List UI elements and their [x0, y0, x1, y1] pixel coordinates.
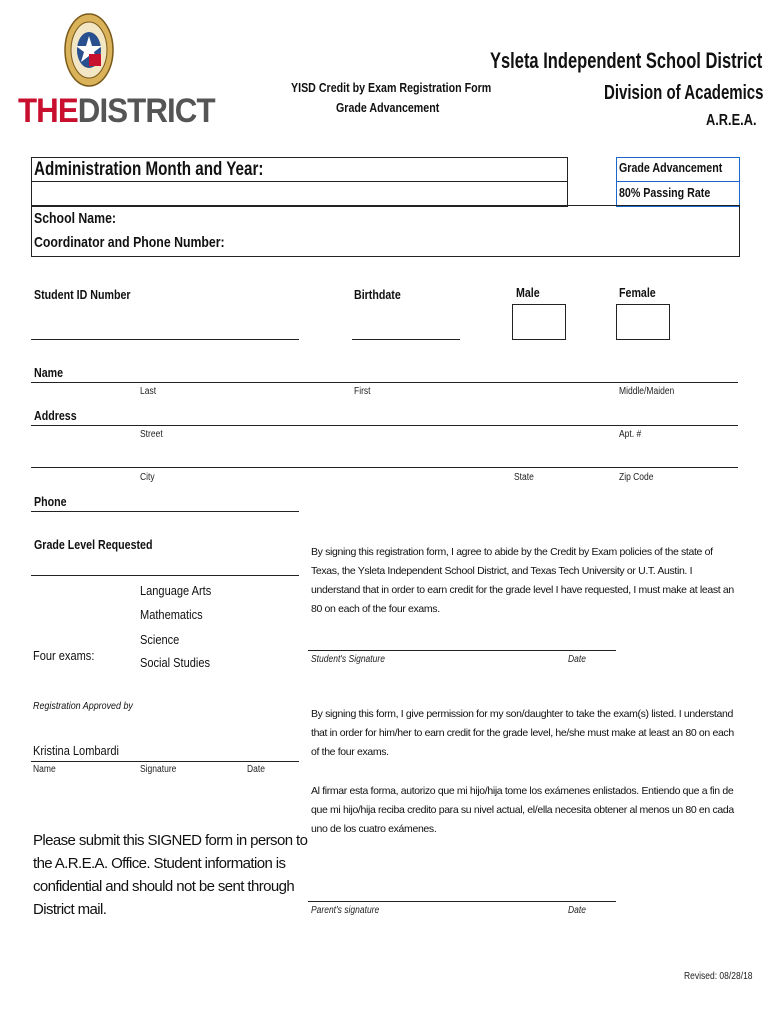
registration-approved-label: Registration Approved by	[33, 700, 133, 712]
coordinator-label: Coordinator and Phone Number:	[34, 234, 225, 251]
student-agreement-text: By signing this registration form, I agree to abide by the Credit by Exam policies of the state of Texas, the Ysleta Independent School District, and Texas Tech University or U.T. Austin. I understand that in order to earn credit for the grade level I have requested, I must make at least an 80 on each of the four exams.	[311, 546, 734, 615]
parent-signature-field[interactable]	[308, 901, 616, 902]
name-label: Name	[34, 365, 64, 380]
state-label: State	[514, 472, 534, 483]
zip-label: Zip Code	[619, 472, 654, 483]
exam-item-science: Science	[140, 632, 180, 647]
student-signature-field[interactable]	[308, 650, 616, 651]
student-date-label: Date	[568, 654, 586, 665]
exam-item-mathematics: Mathematics	[140, 607, 203, 622]
male-checkbox[interactable]	[512, 304, 566, 340]
street-field[interactable]	[31, 425, 738, 426]
female-label: Female	[619, 285, 656, 300]
form-title: YISD Credit by Exam Registration Form	[291, 80, 492, 95]
city-field[interactable]	[31, 467, 738, 468]
student-id-field[interactable]	[31, 339, 299, 340]
middle-label: Middle/Maiden	[619, 386, 675, 397]
approval-signature-label: Signature	[140, 764, 177, 775]
passing-rate-label: 80% Passing Rate	[619, 185, 711, 200]
first-label: First	[354, 386, 371, 397]
exam-item-social-studies: Social Studies	[140, 655, 211, 670]
grade-advancement-label: Grade Advancement	[619, 160, 723, 175]
phone-field[interactable]	[31, 511, 299, 512]
female-checkbox[interactable]	[616, 304, 670, 340]
parent-signature-label: Parent's signature	[311, 905, 380, 916]
male-label: Male	[516, 285, 540, 300]
school-name-label: School Name:	[34, 210, 117, 227]
student-id-label: Student ID Number	[34, 287, 131, 302]
birthdate-label: Birthdate	[354, 287, 401, 302]
district-logo: THEDISTRICT	[18, 92, 215, 130]
name-field[interactable]	[31, 382, 738, 383]
area-name: A.R.E.A.	[706, 112, 757, 129]
phone-label: Phone	[34, 494, 67, 509]
address-label: Address	[34, 408, 77, 423]
city-label: City	[140, 472, 155, 483]
spanish-agreement-text: Al firmar esta forma, autorizo que mi hijo/hija tome los exámenes enlistados. Entiendo que a fin de que mi hijo/hija reciba credito para su nivel actual, el/ella necesita obtener al menos un 80 en cada uno de los cuatro exámenes.	[311, 785, 734, 835]
exam-item-language-arts: Language Arts	[140, 583, 212, 598]
grade-level-field[interactable]	[31, 575, 299, 576]
approver-name: Kristina Lombardi	[33, 743, 119, 758]
street-label: Street	[140, 429, 163, 440]
apt-label: Apt. #	[619, 429, 642, 440]
division-name: Division of Academics	[604, 82, 764, 104]
approval-date-label: Date	[247, 764, 265, 775]
four-exams-label: Four exams:	[33, 648, 95, 663]
last-label: Last	[140, 386, 157, 397]
approval-name-label: Name	[33, 764, 56, 775]
submit-note: Please submit this SIGNED form in person to the A.R.E.A. Office. Student information is confidential and should not be sent through District mail.	[33, 832, 308, 918]
org-name: Ysleta Independent School District	[490, 48, 763, 73]
admin-month-label: Administration Month and Year:	[34, 159, 264, 180]
parent-agreement-text: By signing this form, I give permission for my son/daughter to take the exam(s) listed. I understand that in order for him/her to earn credit for the grade level, he/she must make at least an 80 on each of the four exams.	[311, 708, 734, 758]
revised-date: Revised: 08/28/18	[684, 971, 753, 982]
form-subtitle: Grade Advancement	[336, 100, 440, 115]
student-signature-label: Student's Signature	[311, 654, 385, 665]
grade-level-label: Grade Level Requested	[34, 537, 153, 552]
district-seal	[64, 12, 114, 88]
parent-date-label: Date	[568, 905, 586, 916]
approval-line[interactable]	[31, 761, 299, 762]
birthdate-field[interactable]	[352, 339, 460, 340]
